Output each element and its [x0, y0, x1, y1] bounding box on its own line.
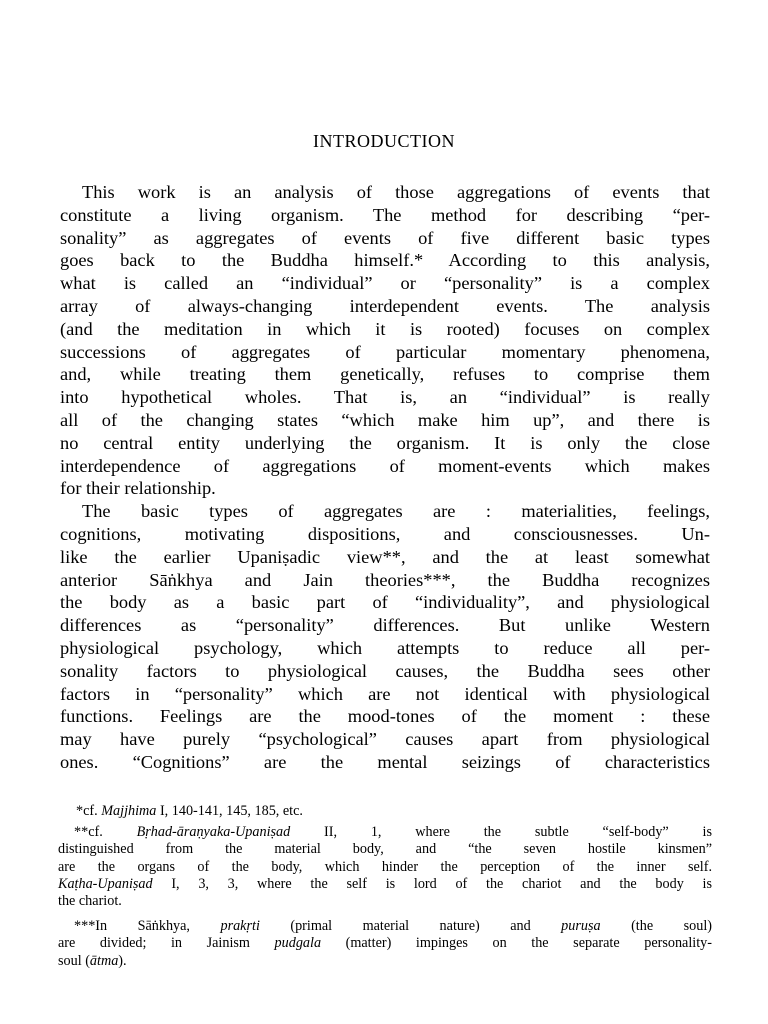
footnote-text: (matter) impinges on the separate personality- — [321, 935, 712, 952]
footnote-text: II, 1, where the subtle “self-body” is — [290, 824, 712, 841]
footnote-1 — [58, 803, 712, 820]
footnote-text: ). — [118, 952, 127, 969]
footnote-line: the chariot. — [58, 892, 122, 909]
footnote-line: are the organs of the body, which hinder the perception of the inner self. — [58, 858, 712, 875]
footnote-mark: *cf. — [76, 803, 98, 819]
body-line: all of the changing states “which make him up”, and there is — [60, 409, 710, 430]
footnote-text: I, 140-141, 145, 185, etc. — [156, 803, 303, 819]
body-line: interdependence of aggregations of moment-events which makes — [60, 455, 710, 476]
body-line: no central entity underlying the organism. It is only the close — [60, 432, 710, 453]
term: puruṣa — [561, 918, 601, 935]
page-title: INTRODUCTION — [313, 131, 455, 151]
body-line: sonality factors to physiological causes, the Buddha sees other — [60, 660, 710, 681]
footnote-text: I, 3, 3, where the self is lord of the chariot and the body is — [152, 875, 712, 892]
term: prakṛti — [220, 918, 260, 935]
cited-work: Bṛhad-āraṇyaka-Upaniṣad — [136, 824, 291, 841]
cited-work: Majjhima — [101, 803, 157, 819]
body-line: and, while treating them genetically, refuses to comprise them — [60, 364, 710, 385]
body-line: successions of aggregates of particular momentary phenomena, — [60, 341, 710, 362]
footnote-text: (the soul) — [600, 918, 712, 935]
body-line: anterior Sāṅkhya and Jain theories***, the Buddha recognizes — [60, 569, 710, 590]
footnote-3 — [58, 918, 712, 935]
body-line: may have purely “psychological” causes apart from physiological — [60, 729, 710, 750]
body-line: array of always-changing interdependent events. The analysis — [60, 295, 710, 316]
footnote-text: ***In Sāṅkhya, — [74, 918, 221, 935]
footnote-mark: **cf. — [74, 824, 103, 841]
footnote-2 — [58, 824, 712, 841]
body-line: the body as a basic part of “individuality”, and physiological — [60, 592, 710, 613]
footnote-text: (primal material nature) and — [259, 918, 562, 935]
body-line: physiological psychology, which attempts to reduce all per- — [60, 637, 710, 658]
body-line: cognitions, motivating dispositions, and consciousnesses. Un- — [60, 523, 710, 544]
body-line: what is called an “individual” or “personality” is a complex — [60, 273, 710, 294]
footnote-line — [58, 935, 712, 952]
cited-work: Kaṭha-Upaniṣad — [58, 875, 153, 892]
term: pudgala — [274, 935, 322, 952]
body-line: differences as “personality” differences. But unlike Western — [60, 615, 710, 636]
body-line: for their relationship. — [60, 478, 216, 499]
body-line: (and the meditation in which it is rooted) focuses on complex — [60, 318, 710, 339]
body-line: functions. Feelings are the mood-tones of the moment : these — [60, 706, 710, 727]
footnote-line: distinguished from the material body, and “the seven hostile kinsmen” — [58, 841, 712, 858]
body-line: constitute a living organism. The method for describing “per- — [60, 204, 710, 225]
body-line: into hypothetical wholes. That is, an “individual” is really — [60, 387, 710, 408]
main-text — [60, 181, 710, 774]
body-line: like the earlier Upaniṣadic view**, and the at least somewhat — [60, 546, 710, 567]
footnote-line — [58, 953, 712, 970]
footnote-text: soul ( — [58, 952, 90, 969]
body-line: factors in “personality” which are not identical with physiological — [60, 683, 710, 704]
term: ātma — [89, 952, 119, 969]
footnote-line — [58, 876, 712, 893]
footnote-text: are divided; in Jainism — [58, 935, 275, 952]
footnotes — [58, 803, 712, 970]
body-line: goes back to the Buddha himself.* According to this analysis, — [60, 250, 710, 271]
body-line: sonality” as aggregates of events of five different basic types — [60, 227, 710, 248]
body-line: This work is an analysis of those aggregations of events that — [82, 182, 710, 202]
body-line: The basic types of aggregates are : materialities, feelings, — [82, 501, 710, 522]
body-line: ones. “Cognitions” are the mental seizings of characteristics — [60, 751, 710, 772]
